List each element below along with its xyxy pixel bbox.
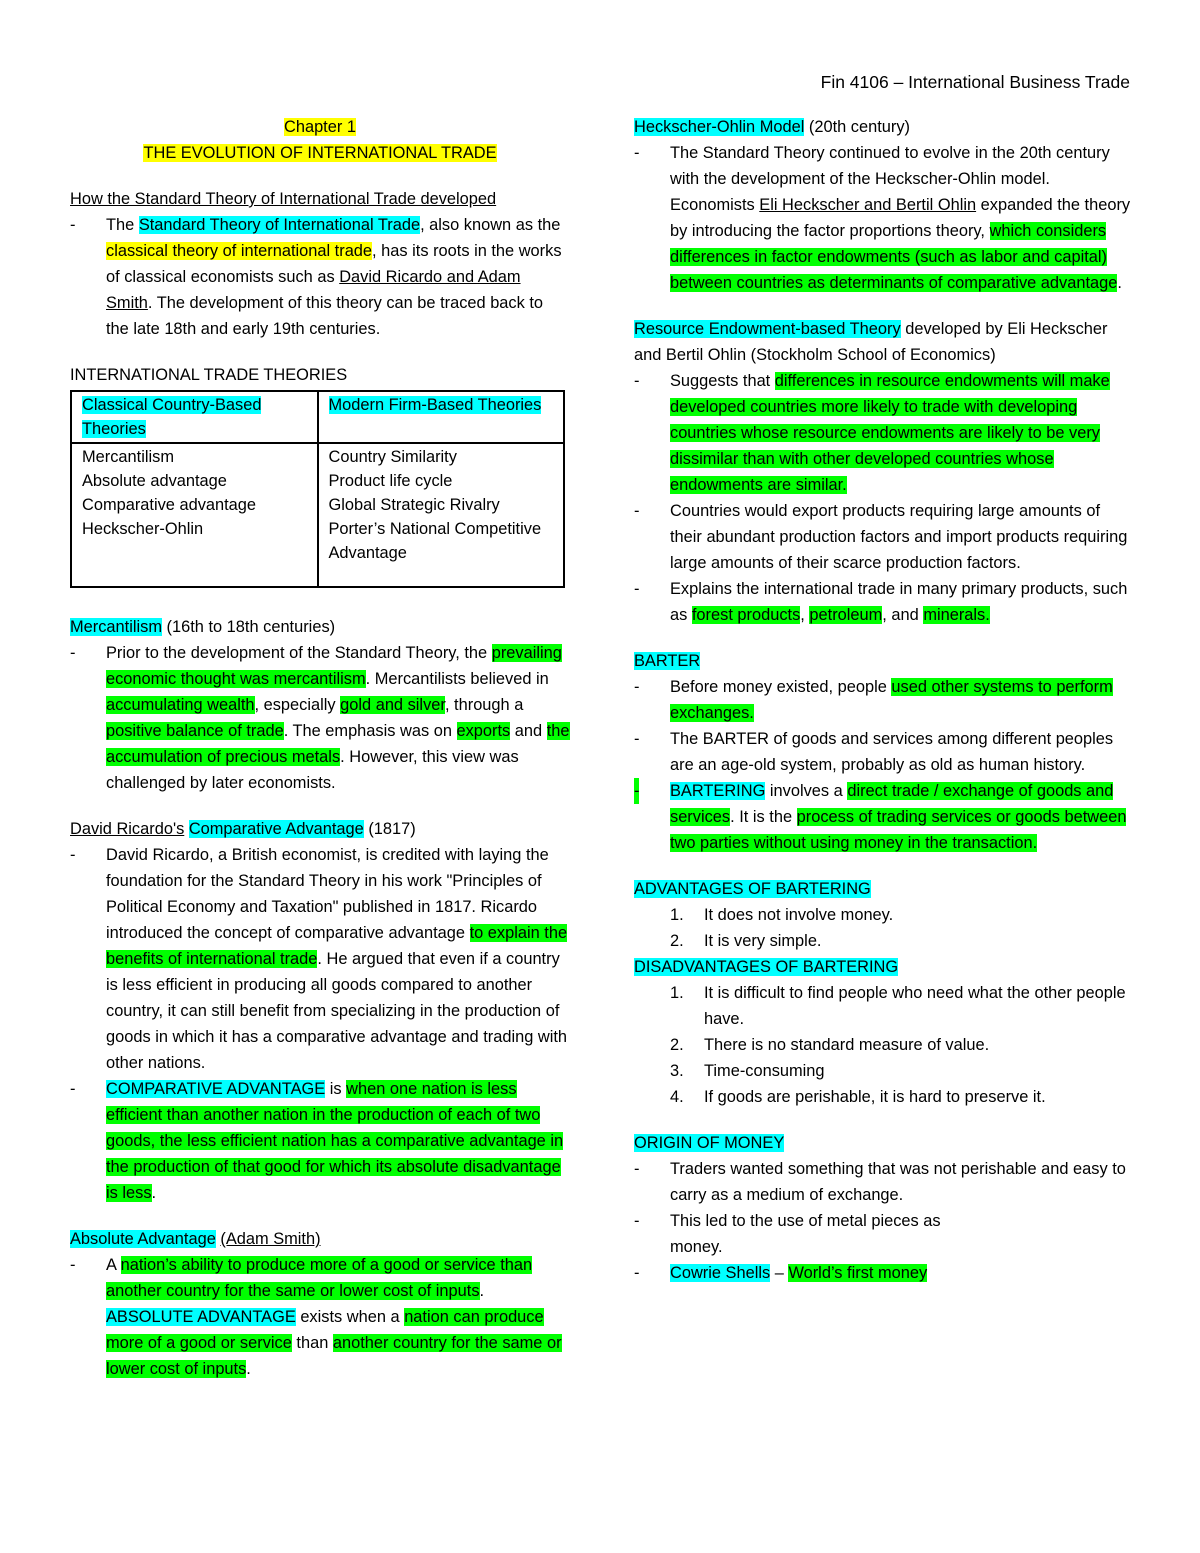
section-heading-standard-theory: How the Standard Theory of International Trade developed [70,190,497,208]
bullet-barter-1: - Before money existed, people used other systems to perform exchanges. [634,678,1113,722]
left-column [70,114,570,1382]
page-header: Fin 4106 – International Business Trade [820,72,1130,92]
list-item-disadvantage-3: 3. Time-consuming [670,1062,825,1080]
list-item-disadvantage-4: 4. If goods are perishable, it is hard to preserve it. [670,1088,1046,1106]
section-heading-mercantilism: Mercantilism (16th to 18th centuries) [70,618,336,636]
bullet-resource-2: - Countries would export products requiring large amounts of their abundant production factors and import products requiring large amounts of their scarce production factors. [634,502,1128,572]
table-header-classical: Classical Country-Based Theories [71,391,318,443]
bullet-resource-1: - Suggests that differences in resource endowments will make developed countries more likely to trade with developing countries whose resource endowments are likely to be very dissimilar than with other developed countries whose endowments are similar. [634,372,1110,494]
bullet-absolute-advantage: - A nation’s ability to produce more of a good or service than another country for the same or lower cost of inputs. ABSOLUTE ADVANTAGE exists when a nation can produce more of a good or service than another country for the same or lower cost of inputs. [70,1256,562,1378]
section-heading-barter: BARTER [634,652,701,670]
bullet-resource-3: - Explains the international trade in many primary products, such as forest products, petroleum, and minerals. [634,580,1128,624]
bullet-comparative-advantage: - COMPARATIVE ADVANTAGE is when one nation is less efficient than another nation in the production of each of two goods, the less efficient nation has a comparative advantage in the production of that good for which its absolute disadvantage is less. [70,1080,564,1202]
table-title: INTERNATIONAL TRADE THEORIES [70,366,348,384]
list-item-advantage-1: 1. It does not involve money. [670,906,894,924]
bullet-money-2: - This led to the use of metal pieces as money. [634,1212,941,1256]
section-heading-disadvantages: DISADVANTAGES OF BARTERING [634,958,899,976]
bullet-ricardo: - David Ricardo, a British economist, is credited with laying the foundation for the Standard Theory in his work "Principles of Political Economy and Taxation" published in 1817. Ricardo introduced the concept of comparative advantage to explain the benefits of international trade. He argued that even if a country is less efficient in producing all goods compared to another country, it can still benefit from specializing in the production of goods in which it has a comparative advantage and trading with other nations. [70,846,568,1072]
table-header-modern: Modern Firm-Based Theories [318,391,565,443]
section-heading-advantages: ADVANTAGES OF BARTERING [634,880,871,898]
table-cell-modern: Country Similarity Product life cycle Global Strategic Rivalry Porter’s National Competitive Advantage [318,443,565,587]
section-heading-origin-of-money: ORIGIN OF MONEY [634,1134,785,1152]
section-heading-absolute-advantage: Absolute Advantage (Adam Smith) [70,1230,321,1248]
bullet-heckscher-ohlin: - The Standard Theory continued to evolve in the 20th century with the development of the Heckscher-Ohlin model. Economists Eli Heckscher and Bertil Ohlin expanded the theory by introducing the factor proportions theory, which considers differences in factor endowments (such as labor and capital) between countries as determinants of comparative advantage. [634,144,1131,292]
bullet-standard-theory: - The Standard Theory of International Trade, also known as the classical theory of international trade, has its roots in the works of classical economists such as David Ricardo and Adam Smith. The development of this theory can be traced back to the late 18th and early 19th centuries. [70,216,562,338]
table-cell-classical: Mercantilism Absolute advantage Comparative advantage Heckscher-Ohlin [71,443,318,587]
section-heading-heckscher-ohlin: Heckscher-Ohlin Model (20th century) [634,118,911,136]
bullet-money-1: - Traders wanted something that was not perishable and easy to carry as a medium of exchange. [634,1160,1126,1204]
list-item-disadvantage-2: 2. There is no standard measure of value. [670,1036,990,1054]
section-heading-resource-endowment: Resource Endowment-based Theory developed by Eli Heckscher and Bertil Ohlin (Stockholm School of Economics) [634,320,1108,364]
list-item-advantage-2: 2. It is very simple. [670,932,822,950]
list-item-disadvantage-1: 1. It is difficult to find people who need what the other people have. [670,984,1126,1028]
bullet-barter-2: - The BARTER of goods and services among different peoples are an age-old system, probably as old as human history. [634,730,1114,774]
section-heading-ricardo: David Ricardo's Comparative Advantage (1817) [70,820,416,838]
bullet-mercantilism: - Prior to the development of the Standard Theory, the prevailing economic thought was mercantilism. Mercantilists believed in accumulating wealth, especially gold and silver, through a positive balance of trade. The emphasis was on exports and the accumulation of precious metals. However, this view was challenged by later economists. [70,644,570,792]
right-column [634,114,1134,1286]
bullet-money-3: - Cowrie Shells – World’s first money [634,1264,928,1282]
chapter-number: Chapter 1 [284,118,356,136]
chapter-title: THE EVOLUTION OF INTERNATIONAL TRADE [143,144,497,162]
theories-table [70,390,565,588]
bullet-barter-3: - BARTERING involves a direct trade / exchange of goods and services. It is the process of trading services or goods between two parties without using money in the transaction. [634,778,1134,856]
